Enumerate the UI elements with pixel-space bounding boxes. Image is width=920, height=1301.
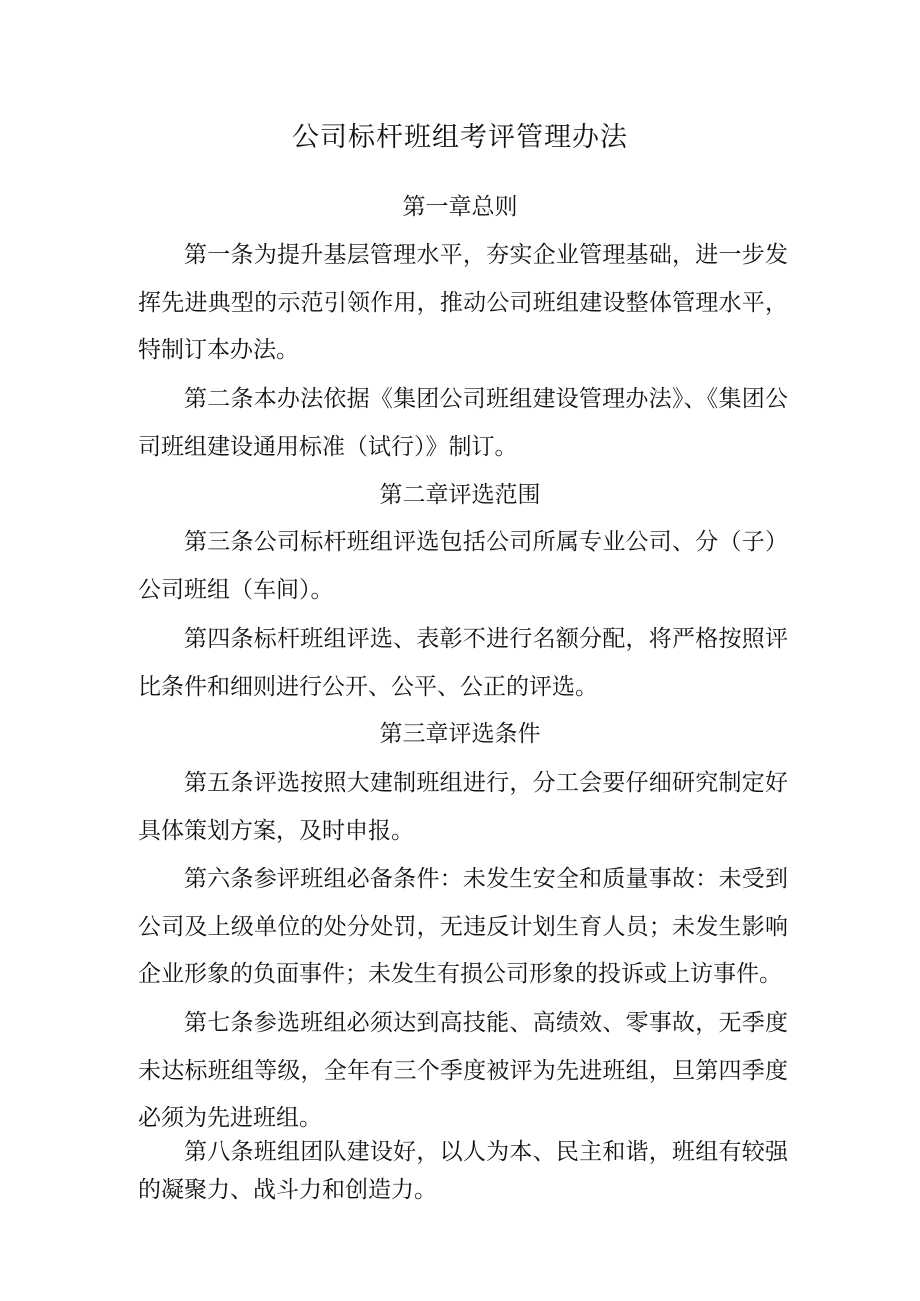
article-1: 第一条为提升基层管理水平，夯实企业管理基础，进一步发挥先进典型的示范引领作用，推动公司班组建设整体管理水平，特制订本办法。 [138,242,788,363]
article-2: 第二条本办法依据《集团公司班组建设管理办法》、《集团公司班组建设通用标准（试行）》制订。 [138,386,788,460]
article-3: 第三条公司标杆班组评选包括公司所属专业公司、分（子）公司班组（车间）。 [138,529,788,603]
article-8: 第八条班组团队建设好，以人为本、民主和谐，班组有较强的凝聚力、战斗力和创造力。 [138,1139,788,1203]
article-5: 第五条评选按照大建制班组进行，分工会要仔细研究制定好具体策划方案，及时申报。 [138,770,788,844]
article-6: 第六条参评班组必备条件：未发生安全和质量事故：未受到公司及上级单位的处分处罚，无违反计划生育人员；未发生影响企业形象的负面事件；未发生有损公司形象的投诉或上访事件。 [138,866,788,987]
chapter-heading-2: 第二章评选范围 [379,482,541,508]
chapter-heading-3: 第三章评选条件 [379,721,541,747]
chapter-heading-1: 第一章总则 [402,194,518,220]
article-4: 第四条标杆班组评选、表彰不进行名额分配，将严格按照评比条件和细则进行公开、公平、公正的评选。 [138,626,788,700]
document-title: 公司标杆班组考评管理办法 [292,122,628,153]
article-7: 第七条参选班组必须达到高技能、高绩效、零事故，无季度未达标班组等级，全年有三个季度被评为先进班组，旦第四季度必须为先进班组。 [138,1010,788,1131]
